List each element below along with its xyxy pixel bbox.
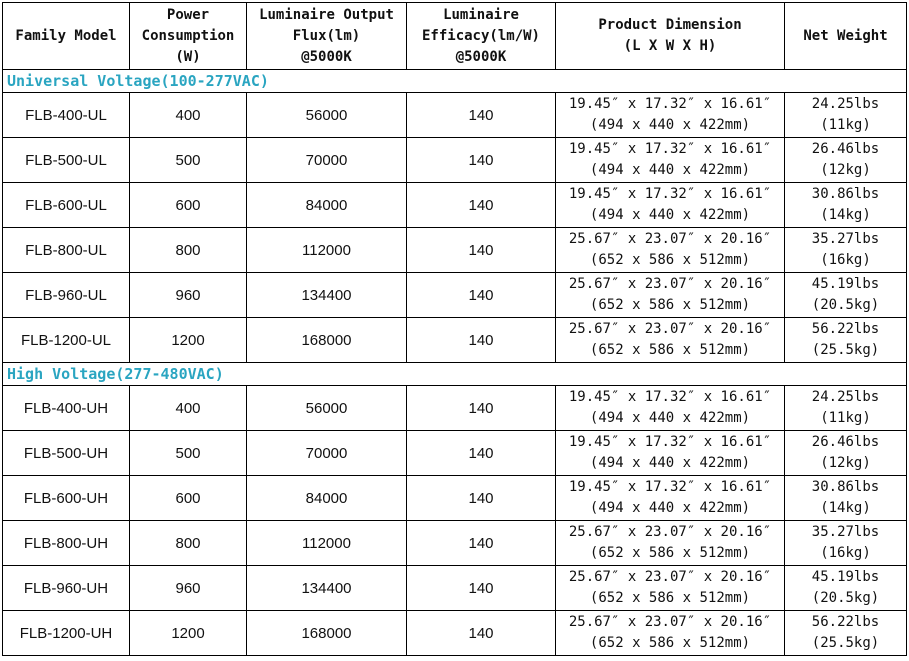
cell-efficacy: 140: [407, 521, 556, 566]
cell-flux: 112000: [247, 521, 407, 566]
dimension-inches: 19.45″ x 17.32″ x 16.61″: [568, 389, 772, 405]
cell-flux: 84000: [247, 476, 407, 521]
dimension-mm: (494 x 440 x 422mm): [589, 455, 751, 471]
dimension-mm: (652 x 586 x 512mm): [589, 590, 751, 606]
cell-efficacy: 140: [407, 476, 556, 521]
cell-efficacy: 140: [407, 183, 556, 228]
cell-net-weight: [785, 273, 907, 318]
dimension-mm: (494 x 440 x 422mm): [589, 162, 751, 178]
header-efficacy: [407, 3, 556, 70]
dimension-mm: (494 x 440 x 422mm): [589, 207, 751, 223]
dimension-mm: (494 x 440 x 422mm): [589, 410, 751, 426]
cell-power: 1200: [130, 611, 247, 656]
group-header-row: [3, 363, 907, 386]
cell-efficacy: 140: [407, 611, 556, 656]
dimension-inches: 25.67″ x 23.07″ x 20.16″: [568, 231, 772, 247]
cell-model: FLB-1200-UL: [3, 318, 130, 363]
cell-net-weight: [785, 431, 907, 476]
cell-dimension: [556, 273, 785, 318]
table-row: [3, 93, 907, 138]
header-line: Product Dimension: [598, 17, 742, 33]
weight-lbs: 24.25lbs: [811, 96, 880, 112]
cell-efficacy: 140: [407, 228, 556, 273]
cell-net-weight: [785, 138, 907, 183]
dimension-mm: (494 x 440 x 422mm): [589, 500, 751, 516]
cell-model: FLB-500-UH: [3, 431, 130, 476]
cell-dimension: [556, 566, 785, 611]
dimension-inches: 25.67″ x 23.07″ x 20.16″: [568, 321, 772, 337]
weight-lbs: 56.22lbs: [811, 614, 880, 630]
weight-kg: (12kg): [820, 162, 871, 178]
weight-lbs: 26.46lbs: [811, 434, 880, 450]
header-line: Luminaire Output: [259, 6, 394, 23]
cell-net-weight: [785, 476, 907, 521]
cell-model: FLB-960-UL: [3, 273, 130, 318]
cell-model: FLB-960-UH: [3, 566, 130, 611]
dimension-inches: 19.45″ x 17.32″ x 16.61″: [568, 96, 772, 112]
weight-kg: (25.5kg): [811, 635, 880, 651]
header-line: Efficacy(lm/W): [421, 27, 540, 44]
cell-dimension: [556, 431, 785, 476]
header-line: Power: [166, 6, 210, 23]
header-line: Consumption: [141, 27, 235, 44]
table-row: [3, 138, 907, 183]
dimension-inches: 19.45″ x 17.32″ x 16.61″: [568, 479, 772, 495]
dimension-mm: (652 x 586 x 512mm): [589, 252, 751, 268]
dimension-mm: (652 x 586 x 512mm): [589, 297, 751, 313]
cell-power: 600: [130, 183, 247, 228]
spec-table: [2, 2, 907, 656]
cell-net-weight: [785, 93, 907, 138]
cell-flux: 70000: [247, 138, 407, 183]
cell-flux: 112000: [247, 228, 407, 273]
cell-dimension: [556, 183, 785, 228]
cell-flux: 56000: [247, 93, 407, 138]
weight-lbs: 26.46lbs: [811, 141, 880, 157]
table-row: [3, 566, 907, 611]
dimension-inches: 19.45″ x 17.32″ x 16.61″: [568, 186, 772, 202]
group-title: High Voltage(277-480VAC): [3, 363, 907, 386]
cell-efficacy: 140: [407, 93, 556, 138]
weight-kg: (16kg): [820, 252, 871, 268]
cell-dimension: [556, 476, 785, 521]
cell-efficacy: 140: [407, 273, 556, 318]
cell-model: FLB-500-UL: [3, 138, 130, 183]
cell-model: FLB-1200-UH: [3, 611, 130, 656]
weight-lbs: 45.19lbs: [811, 276, 880, 292]
weight-kg: (12kg): [820, 455, 871, 471]
cell-power: 600: [130, 476, 247, 521]
cell-flux: 134400: [247, 566, 407, 611]
weight-lbs: 24.25lbs: [811, 389, 880, 405]
weight-kg: (25.5kg): [811, 342, 880, 358]
weight-lbs: 35.27lbs: [811, 231, 880, 247]
header-line: @5000K: [455, 48, 507, 65]
cell-flux: 168000: [247, 318, 407, 363]
cell-power: 400: [130, 93, 247, 138]
cell-efficacy: 140: [407, 138, 556, 183]
dimension-mm: (652 x 586 x 512mm): [589, 635, 751, 651]
group-header-row: [3, 70, 907, 93]
weight-lbs: 30.86lbs: [811, 479, 880, 495]
cell-power: 800: [130, 521, 247, 566]
cell-power: 800: [130, 228, 247, 273]
cell-model: FLB-600-UL: [3, 183, 130, 228]
dimension-inches: 19.45″ x 17.32″ x 16.61″: [568, 434, 772, 450]
cell-dimension: [556, 521, 785, 566]
cell-power: 500: [130, 431, 247, 476]
cell-dimension: [556, 228, 785, 273]
header-dimension: [556, 3, 785, 70]
table-row: [3, 273, 907, 318]
dimension-inches: 25.67″ x 23.07″ x 20.16″: [568, 524, 772, 540]
cell-model: FLB-800-UH: [3, 521, 130, 566]
cell-model: FLB-400-UL: [3, 93, 130, 138]
cell-dimension: [556, 93, 785, 138]
cell-flux: 56000: [247, 386, 407, 431]
cell-efficacy: 140: [407, 566, 556, 611]
weight-kg: (14kg): [820, 500, 871, 516]
cell-net-weight: [785, 566, 907, 611]
header-line: @5000K: [301, 48, 352, 65]
dimension-mm: (652 x 586 x 512mm): [589, 342, 751, 358]
weight-kg: (11kg): [820, 117, 871, 133]
weight-lbs: 30.86lbs: [811, 186, 880, 202]
weight-kg: (20.5kg): [811, 590, 880, 606]
cell-flux: 134400: [247, 273, 407, 318]
header-line: Flux(lm): [292, 27, 361, 44]
table-row: [3, 476, 907, 521]
cell-power: 500: [130, 138, 247, 183]
weight-kg: (20.5kg): [811, 297, 880, 313]
dimension-inches: 19.45″ x 17.32″ x 16.61″: [568, 141, 772, 157]
cell-net-weight: [785, 611, 907, 656]
table-row: [3, 431, 907, 476]
header-line: (W): [175, 48, 201, 65]
cell-dimension: [556, 611, 785, 656]
cell-dimension: [556, 386, 785, 431]
table-row: [3, 228, 907, 273]
header-line: Net Weight: [803, 27, 888, 44]
weight-lbs: 45.19lbs: [811, 569, 880, 585]
header-line: Family Model: [15, 27, 117, 44]
group-title: Universal Voltage(100-277VAC): [3, 70, 907, 93]
cell-net-weight: [785, 318, 907, 363]
table-row: [3, 521, 907, 566]
weight-lbs: 56.22lbs: [811, 321, 880, 337]
header-family-model: [3, 3, 130, 70]
cell-power: 400: [130, 386, 247, 431]
dimension-inches: 25.67″ x 23.07″ x 20.16″: [568, 614, 772, 630]
cell-net-weight: [785, 183, 907, 228]
dimension-mm: (652 x 586 x 512mm): [589, 545, 751, 561]
cell-net-weight: [785, 386, 907, 431]
cell-power: 960: [130, 273, 247, 318]
cell-net-weight: [785, 521, 907, 566]
cell-dimension: [556, 138, 785, 183]
cell-flux: 70000: [247, 431, 407, 476]
weight-kg: (14kg): [820, 207, 871, 223]
cell-efficacy: 140: [407, 386, 556, 431]
table-row: [3, 318, 907, 363]
table-body: [3, 70, 907, 656]
cell-flux: 168000: [247, 611, 407, 656]
header-power: [130, 3, 247, 70]
table-row: [3, 183, 907, 228]
cell-power: 1200: [130, 318, 247, 363]
header-line: (L X W X H): [623, 38, 717, 54]
table-header: [3, 3, 907, 70]
weight-lbs: 35.27lbs: [811, 524, 880, 540]
cell-model: FLB-600-UH: [3, 476, 130, 521]
cell-model: FLB-400-UH: [3, 386, 130, 431]
weight-kg: (11kg): [820, 410, 871, 426]
cell-flux: 84000: [247, 183, 407, 228]
dimension-mm: (494 x 440 x 422mm): [589, 117, 751, 133]
dimension-inches: 25.67″ x 23.07″ x 20.16″: [568, 276, 772, 292]
cell-power: 960: [130, 566, 247, 611]
cell-dimension: [556, 318, 785, 363]
cell-efficacy: 140: [407, 318, 556, 363]
dimension-inches: 25.67″ x 23.07″ x 20.16″: [568, 569, 772, 585]
weight-kg: (16kg): [820, 545, 871, 561]
header-line: Luminaire: [443, 6, 519, 23]
header-flux: [247, 3, 407, 70]
cell-model: FLB-800-UL: [3, 228, 130, 273]
header-net-weight: [785, 3, 907, 70]
table-row: [3, 611, 907, 656]
cell-efficacy: 140: [407, 431, 556, 476]
cell-net-weight: [785, 228, 907, 273]
table-row: [3, 386, 907, 431]
